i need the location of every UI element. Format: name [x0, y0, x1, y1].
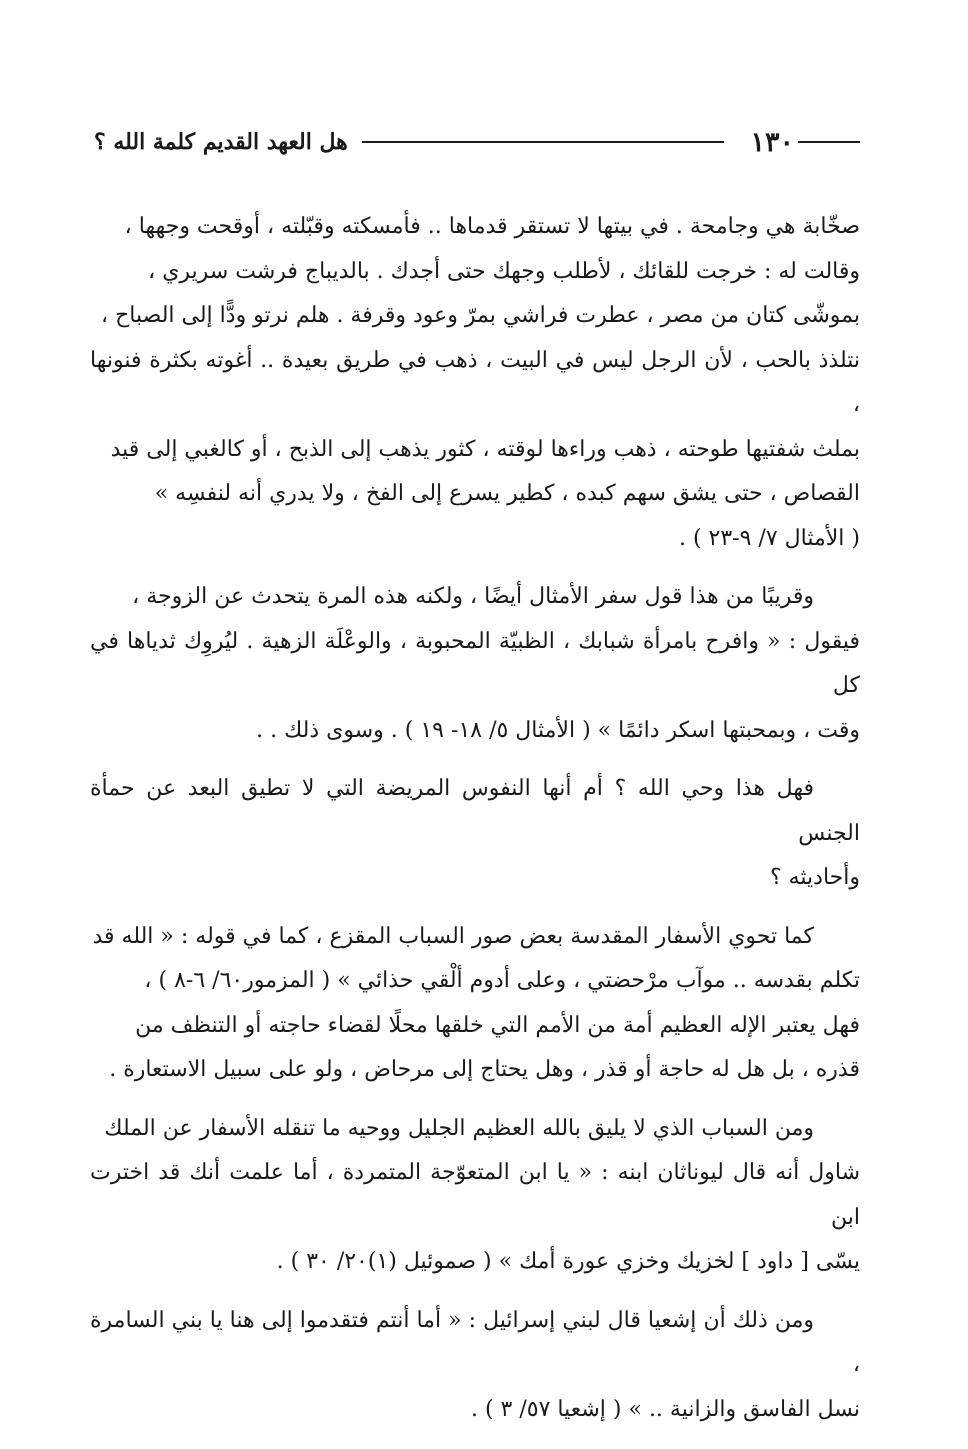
- text-line: ومن السباب الذي لا يليق بالله العظيم الجليل ووحيه ما تنقله الأسفار عن الملك: [104, 1115, 814, 1141]
- paragraph-gap: [90, 1093, 860, 1107]
- text-line: قذره ، بل هل له حاجة أو قذر ، وهل يحتاج إلى مرحاض ، ولو على سبيل الاستعارة .: [109, 1057, 860, 1082]
- text-line: وقالت له : خرجت للقائك ، لأطلب وجهك حتى أجدك . بالديباج فرشت سريري ،: [148, 258, 860, 284]
- text-line: وأحاديثه ؟: [769, 865, 860, 890]
- text-line: شاول أنه قال ليوناثان ابنه : « يا ابن المتعوّجة المتمردة ، أما علمت أنك قد اخترت ابن: [90, 1160, 860, 1230]
- text-line: نسل الفاسق والزانية .. » ( إشعيا ٥٧/ ٣ ) .: [470, 1396, 860, 1422]
- text-line: تكلم بقدسه .. موآب مرْحضتي ، وعلى أدوم ألْقي حذائي » ( المزمور٦٠/ ٦-٨ ) ،: [144, 968, 860, 993]
- text-line: صخّابة هي وجامحة . في بيتها لا تستقر قدماها .. فأمسكته وقبّلته ، أوقحت وجهها ،: [124, 214, 860, 239]
- text-line: بموشّى كتان من مصر ، عطرت فراشي بمرّ وعود وقرفة . هلم نرتو ودًّا إلى الصباح ،: [100, 303, 860, 328]
- book-title: هل العهد القديم كلمة الله ؟: [94, 129, 348, 155]
- paragraph: [90, 915, 860, 1093]
- paragraph-gap: [90, 561, 860, 575]
- text-line: ومن ذلك أن إشعيا قال لبني إسرائيل : « أما أنتم فتقدموا إلى هنا يا بني السامرة ،: [90, 1307, 860, 1377]
- paragraph: [90, 205, 860, 561]
- header-rule-middle: [362, 141, 725, 143]
- running-header: [90, 122, 860, 162]
- text-line: فيقول : « وافرح بامرأة شبابك ، الظبيّة المحبوبة ، والوعْلَة الزهية . ليُروِك ثدياها في كل: [90, 628, 860, 698]
- text-line: كما تحوي الأسفار المقدسة بعض صور السباب المقزع ، كما في قوله : « الله قد: [92, 923, 814, 949]
- paragraph-gap: [90, 753, 860, 767]
- paragraph: [90, 575, 860, 753]
- paragraph: [90, 767, 860, 901]
- text-line: وقت ، وبمحبتها اسكر دائمًا » ( الأمثال ٥/ ١٨- ١٩ ) . وسوى ذلك . .: [256, 717, 860, 743]
- body-text: [90, 205, 860, 1432]
- header-rule-right: [798, 141, 860, 143]
- text-line: القصاص ، حتى يشق سهم كبده ، كطير يسرع إلى الفخ ، ولا يدري أنه لنفسِه »: [154, 481, 860, 506]
- text-line: وقريبًا من هذا قول سفر الأمثال أيضًا ، ولكنه هذه المرة يتحدث عن الزوجة ،: [132, 584, 814, 609]
- paragraph-gap: [90, 901, 860, 915]
- text-line: فهل هذا وحي الله ؟ أم أنها النفوس المريضة التي لا تطيق البعد عن حمأة الجنس: [90, 776, 860, 846]
- paragraph: [90, 1107, 860, 1285]
- text-line: ( الأمثال ٧/ ٩-٢٣ ) .: [678, 525, 860, 551]
- page-number: ١٣٠: [750, 126, 794, 158]
- text-line: يسّى [ داود ] لخزيك وخزي عورة أمك » ( صموئيل (١)٢٠/ ٣٠ ) .: [276, 1249, 860, 1274]
- text-line: نتلذذ بالحب ، لأن الرجل ليس في البيت ، ذهب في طريق بعيدة .. أغوته بكثرة فنونها ،: [90, 347, 860, 417]
- text-line: بملث شفتيها طوحته ، ذهب وراءها لوقته ، كثور يذهب إلى الذبح ، أو كالغبي إلى قيد: [110, 436, 860, 462]
- paragraph: [90, 1299, 860, 1433]
- text-line: فهل يعتبر الإله العظيم أمة من الأمم التي خلقها محلًا لقضاء حاجته أو التنظف من: [135, 1012, 860, 1038]
- paragraph-gap: [90, 1285, 860, 1299]
